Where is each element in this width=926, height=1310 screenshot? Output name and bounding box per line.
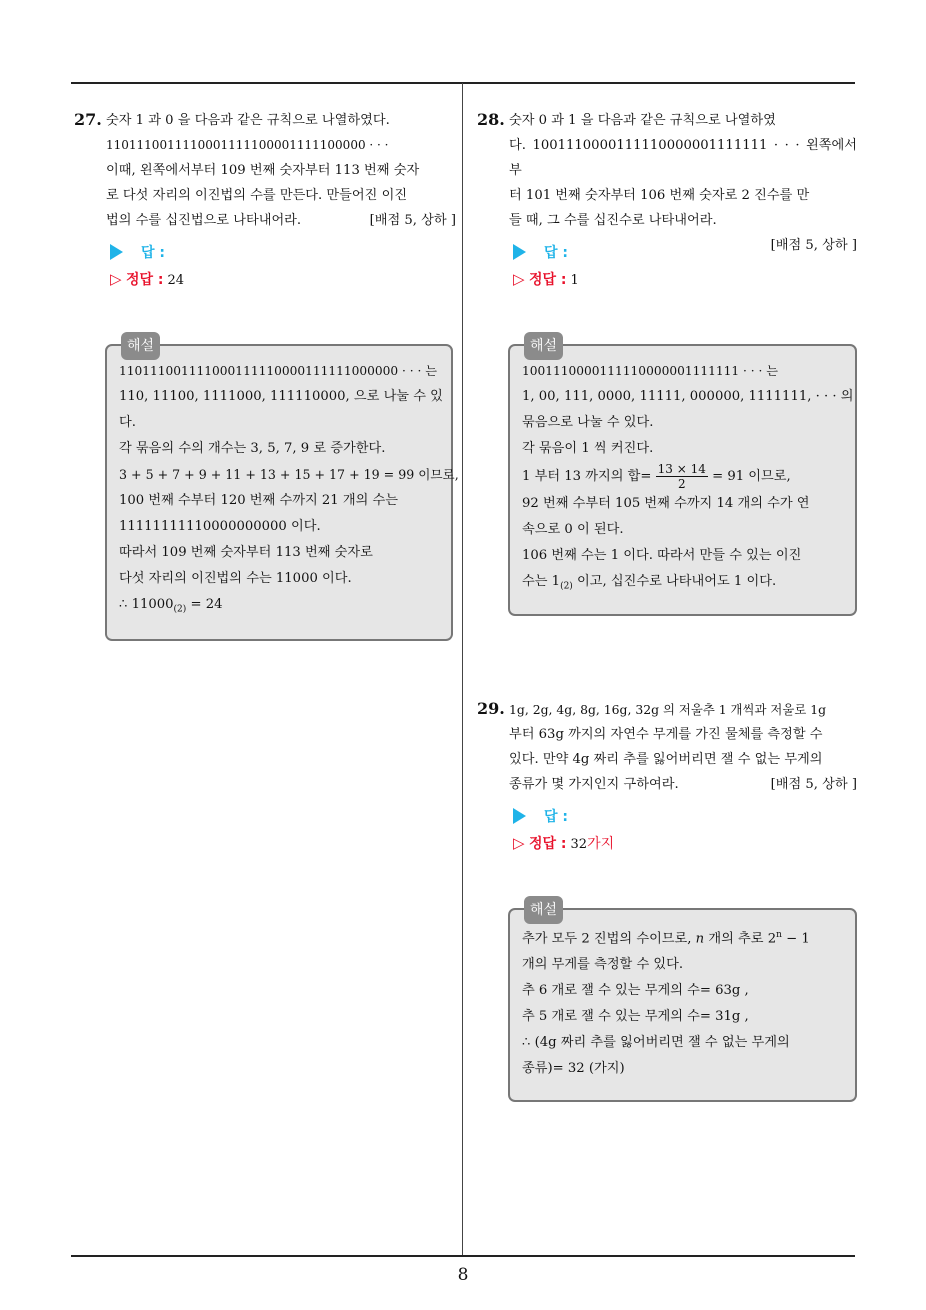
solution-line: 종류)= 32 (가지) — [522, 1061, 625, 1077]
score-label: [배점 5, 상하 ] — [770, 238, 857, 253]
answer-field[interactable] — [513, 242, 568, 262]
problem-number: 28. — [477, 110, 505, 129]
solution-line: 106 번째 수는 1 이다. 따라서 만들 수 있는 이진 — [522, 548, 802, 563]
correct-answer — [513, 269, 579, 289]
solution-line: 3 + 5 + 7 + 9 + 11 + 13 + 15 + 17 + 19 = 99 이므로, — [119, 467, 459, 482]
play-triangle-icon — [110, 244, 123, 260]
solution-line: ∴ (4g 짜리 추를 잃어버리면 잴 수 없는 무게의 — [522, 1035, 790, 1051]
solution-line — [522, 922, 843, 952]
problem-line: 부터 63g 까지의 자연수 무게를 가진 물체를 측정할 수 — [509, 727, 823, 742]
problem-line-text: 종류가 몇 가지인지 구하여라. — [509, 777, 679, 792]
correct-answer — [110, 269, 184, 289]
solution-text: − 1 — [781, 931, 810, 947]
column-divider — [462, 83, 463, 1255]
solution-box — [508, 338, 857, 616]
solution-line: 92 번째 수부터 105 번째 수까지 14 개의 수가 연 — [522, 496, 810, 511]
correct-label: 정답 : — [529, 272, 567, 288]
problem-27 — [74, 108, 456, 233]
problem-line: 터 101 번째 숫자부터 106 번째 숫자로 2 진수를 만 — [509, 188, 810, 203]
solution-text: 개의 추로 2 — [704, 931, 777, 947]
correct-label: 정답 : — [126, 272, 164, 288]
outline-triangle-icon: ▷ — [110, 270, 122, 288]
problem-line: 이때, 왼쪽에서부터 109 번째 숫자부터 113 번째 숫자 — [106, 163, 420, 178]
fraction-numerator: 13 × 14 — [657, 462, 706, 476]
solution-box — [508, 902, 857, 1102]
correct-answer — [513, 833, 614, 853]
play-triangle-icon — [513, 244, 526, 260]
problem-sequence: 1101110011110001111100001111100000 · · · — [106, 138, 389, 152]
solution-tag: 해설 — [524, 332, 563, 360]
solution-text: 추가 모두 2 진법의 수이므로, — [522, 931, 696, 947]
answer-field[interactable] — [110, 242, 165, 262]
play-triangle-icon — [513, 808, 526, 824]
solution-line: 11111111110000000000 이다. — [119, 519, 321, 534]
problem-line: 있다. 만약 4g 짜리 추를 잃어버리면 잴 수 없는 무게의 — [509, 752, 823, 767]
problem-line: 1g, 2g, 4g, 8g, 16g, 32g 의 저울추 1 개씩과 저울로 1g — [509, 702, 827, 717]
problem-29 — [477, 697, 857, 797]
correct-value: 1 — [570, 273, 579, 288]
correct-value: 32 — [570, 837, 588, 852]
footer-rule — [71, 1255, 855, 1257]
problem-line: 숫자 1 과 0 을 다음과 같은 규칙으로 나열하였다. — [106, 113, 390, 128]
outline-triangle-icon: ▷ — [513, 834, 525, 852]
solution-text: 수는 1 — [522, 574, 561, 589]
problem-text — [509, 108, 857, 258]
outline-triangle-icon: ▷ — [513, 270, 525, 288]
problem-28 — [477, 108, 857, 258]
solution-tag: 해설 — [121, 332, 160, 360]
solution-text: 1 부터 13 까지의 합= — [522, 469, 652, 484]
solution-text: = 91 이므로, — [712, 469, 791, 484]
solution-line: 다섯 자리의 이진법의 수는 11000 이다. — [119, 571, 352, 586]
page-number: 8 — [457, 1265, 469, 1285]
score-label: [배점 5, 상하 ] — [770, 777, 857, 792]
problem-line: 로 다섯 자리의 이진법의 수를 만든다. 만들어진 이진 — [106, 188, 408, 203]
problem-text — [509, 697, 857, 797]
solution-line: 110111001111000111110000111111000000 · · · 는 — [119, 364, 438, 378]
solution-line: 추 5 개로 잴 수 있는 무게의 수= 31g , — [522, 1009, 749, 1025]
fraction-denominator: 2 — [677, 477, 686, 491]
solution-tag: 해설 — [524, 896, 563, 924]
superscript: n — [776, 930, 782, 940]
solution-line: 110, 11100, 1111000, 111110000, 으로 나눌 수 있 — [119, 389, 443, 404]
solution-line: 100 번째 수부터 120 번째 수까지 21 개의 수는 — [119, 493, 399, 508]
solution-line: 각 묶음이 1 씩 커진다. — [522, 441, 654, 456]
problem-line — [509, 772, 857, 797]
problem-number: 27. — [74, 110, 102, 129]
solution-line — [522, 569, 843, 600]
fraction — [656, 462, 708, 491]
problem-line — [106, 208, 456, 233]
problem-line: 다. 1001110000111110000001111111 · · · 왼쪽에서부 — [509, 138, 857, 178]
solution-text: 이고, 십진수로 나타내어도 1 이다. — [572, 574, 777, 589]
correct-unit: 가지 — [587, 836, 615, 852]
solution-line: 속으로 0 이 된다. — [522, 522, 624, 537]
score-label: [배점 5, 상하 ] — [369, 213, 456, 228]
solution-line: 개의 무게를 측정할 수 있다. — [522, 957, 684, 973]
solution-line: 따라서 109 번째 숫자부터 113 번째 숫자로 — [119, 545, 373, 560]
solution-line — [119, 592, 439, 623]
problem-line: 숫자 0 과 1 을 다음과 같은 규칙으로 나열하였 — [509, 113, 776, 128]
solution-line: 묶음으로 나눌 수 있다. — [522, 415, 654, 430]
header-rule — [71, 82, 855, 84]
solution-box — [105, 338, 459, 641]
solution-line: 1001110000111110000001111111 · · · 는 — [522, 364, 779, 378]
solution-text: = 24 — [186, 597, 223, 612]
solution-line: 1, 00, 111, 0000, 11111, 000000, 1111111, · · · 의 — [522, 389, 854, 404]
problem-text — [106, 108, 456, 233]
answer-label: 답 : — [141, 245, 165, 261]
answer-field[interactable] — [513, 806, 568, 826]
correct-label: 정답 : — [529, 836, 567, 852]
answer-label: 답 : — [544, 245, 568, 261]
problem-line-text: 법의 수를 십진법으로 나타내어라. — [106, 213, 302, 228]
solution-text: ∴ 11000 — [119, 597, 174, 612]
subscript: (2) — [560, 581, 573, 592]
answer-label: 답 : — [544, 809, 568, 825]
solution-line — [522, 462, 843, 491]
subscript: (2) — [173, 604, 187, 615]
solution-line: 추 6 개로 잴 수 있는 무게의 수= 63g , — [522, 983, 749, 999]
problem-line: 들 때, 그 수를 십진수로 나타내어라. — [509, 213, 717, 228]
solution-line: 다. — [119, 415, 136, 430]
variable: n — [695, 931, 705, 947]
solution-line: 각 묶음의 수의 개수는 3, 5, 7, 9 로 증가한다. — [119, 441, 386, 456]
correct-value: 24 — [167, 273, 185, 288]
problem-number: 29. — [477, 699, 505, 718]
